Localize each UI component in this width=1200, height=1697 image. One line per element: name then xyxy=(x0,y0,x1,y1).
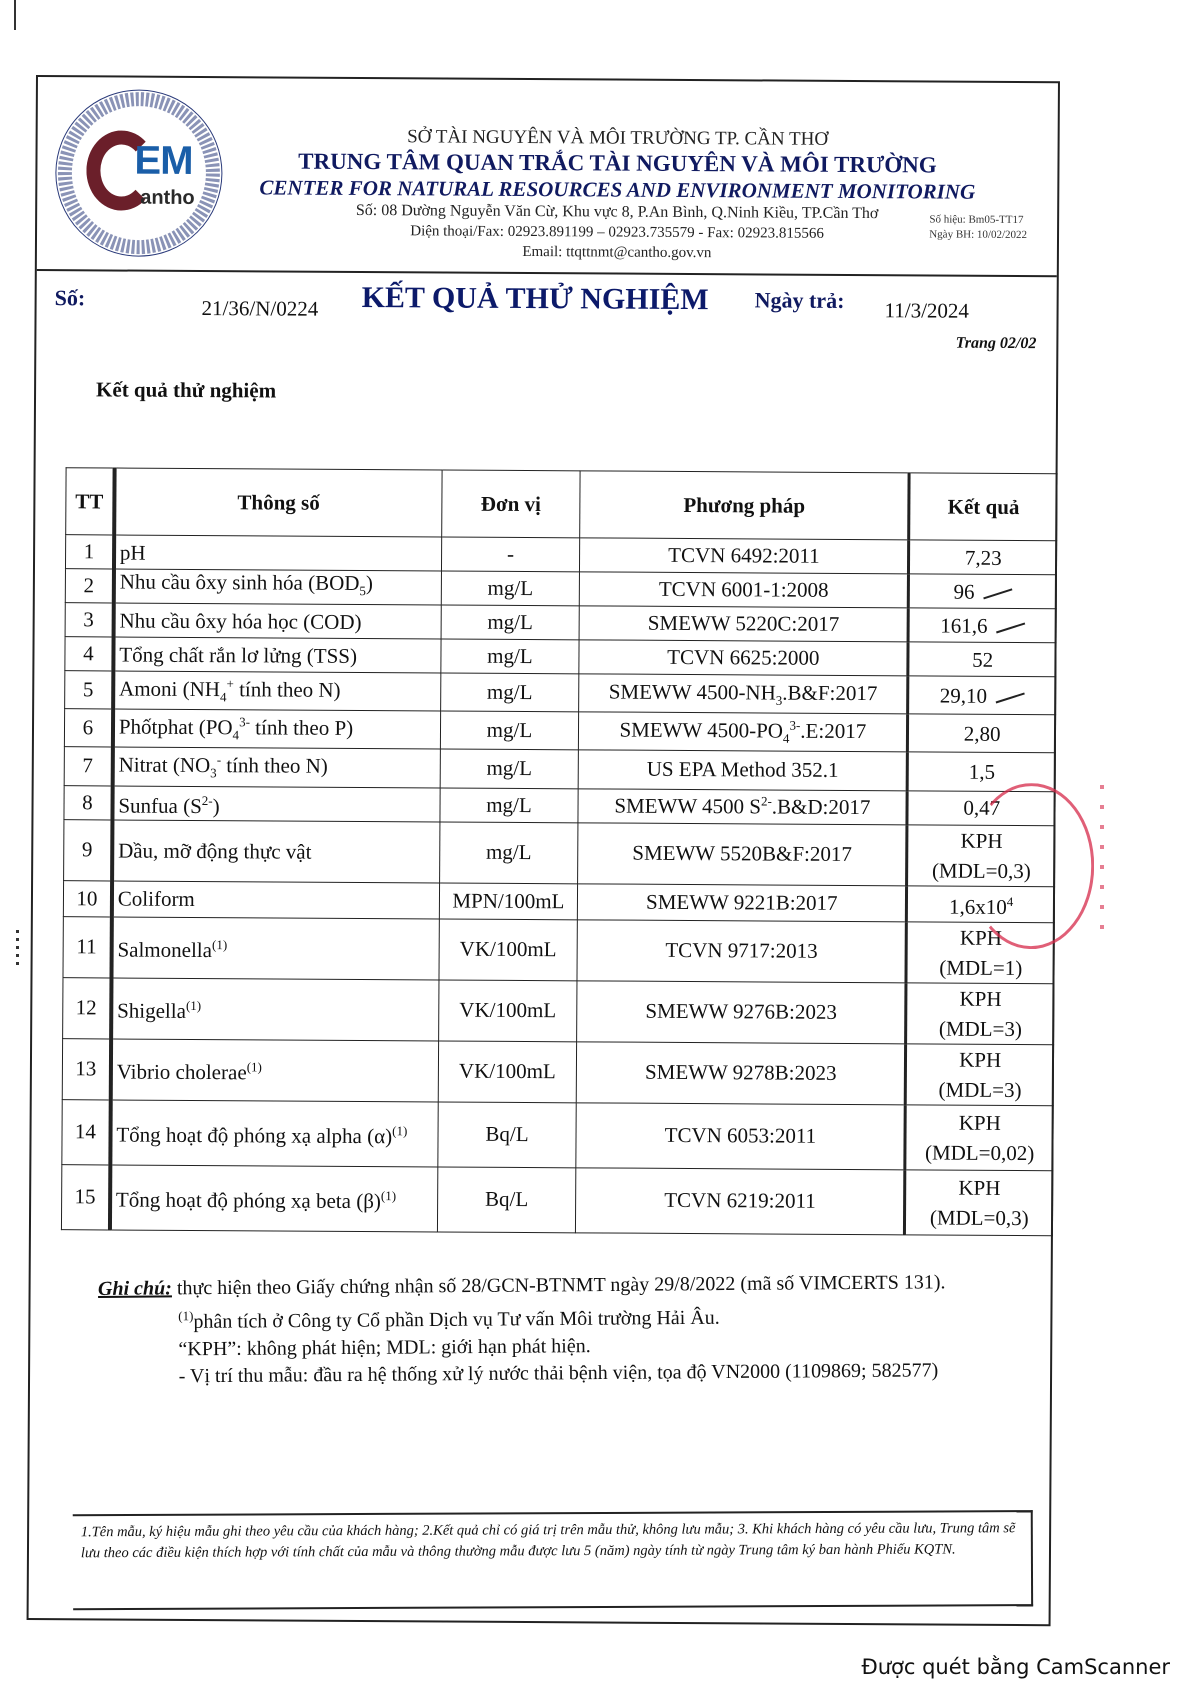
number-value: 21/36/N/0224 xyxy=(201,296,319,321)
row-result: 161,6 xyxy=(908,608,1056,643)
row-result: $1,6x10^4$ xyxy=(907,885,1055,922)
title-row xyxy=(36,273,1056,359)
row-parameter: Phốtphat ($PO_4^{3-}$ tính theo P) xyxy=(113,709,440,749)
form-code: Số hiệu: Bm05-TT17 xyxy=(929,213,1024,227)
row-result: 7,23 xyxy=(909,540,1057,575)
logo-antho-text: antho xyxy=(140,186,195,209)
department-name: SỞ TÀI NGUYÊN VÀ MÔI TRƯỜNG TP. CẦN THƠ xyxy=(407,126,829,150)
scan-edge xyxy=(14,0,16,30)
row-number: 1 xyxy=(65,535,114,569)
row-result: 1,5 xyxy=(908,752,1056,791)
row-parameter: Nitrat ($NO_3^-$ tính theo N) xyxy=(113,747,440,787)
row-method: SMEWW 9221B:2017 xyxy=(578,883,907,921)
center-name-vi: TRUNG TÂM QUAN TRẮC TÀI NGUYÊN VÀ MÔI TRƯỜNG xyxy=(298,148,937,178)
header-result: Kết quả xyxy=(909,473,1057,541)
row-number: 3 xyxy=(65,603,114,637)
row-method: TCVN 6001-1:2008 xyxy=(580,572,909,608)
table-row xyxy=(63,977,1054,1044)
row-parameter: Tổng hoạt độ phóng xạ alpha $(\alpha)^{(1)}$ xyxy=(110,1100,438,1167)
row-unit: Bq/L xyxy=(437,1102,576,1168)
row-unit: Bq/L xyxy=(437,1167,576,1233)
return-date-value: 11/3/2024 xyxy=(884,298,970,323)
address: Số: 08 Dường Nguyễn Văn Cừ, Khu vực 8, P.An Bình, Q.Ninh Kiều, TP.Cần Thơ xyxy=(355,201,879,223)
cem-cantho-logo-icon xyxy=(55,89,223,257)
row-unit: mg/L xyxy=(441,605,580,640)
row-result: 52 xyxy=(908,642,1056,677)
row-result: 0,47 xyxy=(907,790,1055,825)
footer-disclaimer: 1.Tên mẫu, ký hiệu mẫu ghi theo yêu cầu của khách hàng; 2.Kết quả chỉ có giá trị trên mẫu thử, không lưu mẫu; 3. Khi khách hàng có yêu cầu lưu, Trung tâm sẽ lưu theo các điều kiện thích hợp với tính chất của mẫu và thông thường mẫu được lưu 5 (năm) ngày tính từ ngày Trung tâm ký ban hành Phiếu KQTN. xyxy=(73,1510,1033,1610)
row-unit: mg/L xyxy=(439,822,578,884)
row-number: 14 xyxy=(62,1099,111,1164)
row-result: 96 xyxy=(909,574,1057,609)
row-number: 13 xyxy=(62,1038,111,1099)
row-parameter: Tổng chất rắn lơ lửng (TSS) xyxy=(113,637,440,673)
row-method: TCVN 6053:2011 xyxy=(576,1102,905,1169)
row-number: 10 xyxy=(63,880,112,916)
row-number: 2 xyxy=(65,569,114,603)
row-method: TCVN 6625:2000 xyxy=(579,640,908,676)
row-unit: mg/L xyxy=(441,571,580,606)
note-line-3: “KPH”: không phát hiện; MDL: giới hạn phát hiện. xyxy=(178,1334,591,1360)
stamp-perforation xyxy=(1100,785,1104,945)
row-method: SMEWW 9278B:2023 xyxy=(577,1041,906,1104)
row-unit: mg/L xyxy=(440,749,579,788)
table-row xyxy=(64,709,1055,753)
row-parameter: Vibrio cholerae$^{(1)}$ xyxy=(111,1039,439,1102)
section-title: Kết quả thử nghiệm xyxy=(96,377,277,403)
phone-fax: Diện thoại/Fax: 02923.891199 – 02923.735579 - Fax: 02923.815566 xyxy=(410,223,824,242)
row-unit: mg/L xyxy=(440,639,579,674)
row-unit: - xyxy=(441,537,580,572)
header-method: Phương pháp xyxy=(580,471,909,540)
row-unit: mg/L xyxy=(440,673,579,712)
issue-date: Ngày BH: 10/02/2022 xyxy=(929,228,1028,242)
row-parameter: Dầu, mỡ động thực vật xyxy=(112,820,440,883)
table-row xyxy=(62,1099,1053,1170)
note-text-1: thực hiện theo Giấy chứng nhận số 28/GCN-BTNMT ngày 29/8/2022 (mã số VIMCERTS 131). xyxy=(176,1271,946,1300)
row-unit: VK/100mL xyxy=(438,1041,577,1103)
row-number: 4 xyxy=(65,637,114,671)
camscanner-watermark: Được quét bằng CamScanner xyxy=(861,1655,1170,1679)
row-method: SMEWW 5220C:2017 xyxy=(579,606,908,642)
row-method: TCVN 6219:2011 xyxy=(576,1167,905,1234)
results-table xyxy=(61,467,1058,1236)
row-number: 7 xyxy=(64,747,113,785)
row-result: 2,80 xyxy=(908,714,1056,753)
row-number: 15 xyxy=(61,1164,110,1229)
table-row xyxy=(63,916,1054,983)
row-result: KPH (MDL=0,3) xyxy=(907,824,1055,886)
number-label: Số: xyxy=(54,285,86,311)
note-text-2: phân tích ở Công ty Cổ phần Dịch vụ Tư vấn Môi trường Hải Âu. xyxy=(193,1306,720,1333)
row-result: KPH (MDL=3) xyxy=(906,1043,1054,1105)
header-unit: Đơn vị xyxy=(441,470,580,538)
check-mark-icon xyxy=(995,692,1024,703)
row-method: TCVN 6492:2011 xyxy=(580,538,909,574)
document-header xyxy=(37,77,1058,277)
row-unit: VK/100mL xyxy=(439,919,578,981)
row-number: 11 xyxy=(63,916,112,977)
logo-em-text: EM xyxy=(134,138,193,183)
row-method: SMEWW 5520B&F:2017 xyxy=(578,822,907,885)
row-method: TCVN 9717:2013 xyxy=(577,919,906,982)
email: Email: ttqttnmt@cantho.gov.vn xyxy=(522,243,712,262)
header-parameter: Thông số xyxy=(114,468,442,537)
row-unit: mg/L xyxy=(440,711,579,750)
row-parameter: pH xyxy=(114,535,441,571)
row-number: 12 xyxy=(63,977,112,1038)
row-result: KPH (MDL=0,02) xyxy=(905,1104,1053,1170)
row-unit: mg/L xyxy=(440,788,579,823)
row-method: US EPA Method 352.1 xyxy=(578,750,907,790)
row-result: KPH (MDL=0,3) xyxy=(905,1169,1053,1235)
note-footnote-marker: (1) xyxy=(178,1308,194,1324)
row-parameter: Shigella$^{(1)}$ xyxy=(111,978,439,1041)
notes-section xyxy=(98,1269,1039,1391)
center-name-en: CENTER FOR NATURAL RESOURCES AND ENVIRONMENT MONITORING xyxy=(259,175,976,204)
row-method: SMEWW $4500-PO_4^{3-}.E:2017$ xyxy=(579,712,908,752)
row-unit: VK/100mL xyxy=(438,980,577,1042)
organization-info xyxy=(227,124,1008,265)
row-parameter: Nhu cầu ôxy hóa học (COD) xyxy=(113,603,440,639)
table-row xyxy=(64,747,1055,791)
row-result: KPH (MDL=3) xyxy=(906,982,1054,1044)
table-row xyxy=(62,1038,1053,1105)
scan-artifact xyxy=(16,930,19,970)
notes-label: Ghi chú: xyxy=(97,1277,173,1300)
test-result-document xyxy=(27,75,1060,1626)
header-tt: TT xyxy=(66,468,115,535)
row-parameter: Amoni ($NH_4^+$ tính theo N) xyxy=(113,671,440,711)
row-number: 8 xyxy=(64,785,113,819)
row-number: 6 xyxy=(64,709,113,747)
row-parameter: Sunfua $(S^{2-})$ xyxy=(112,786,439,822)
row-parameter: Salmonella$^{(1)}$ xyxy=(111,917,439,980)
row-number: 9 xyxy=(64,819,113,880)
row-parameter: Nhu cầu ôxy sinh hóa $(BOD_5)$ xyxy=(114,569,441,605)
row-number: 5 xyxy=(65,671,114,709)
table-row xyxy=(61,1164,1052,1235)
row-unit: MPN/100mL xyxy=(439,883,578,920)
table-row xyxy=(63,880,1054,922)
row-method: SMEWW $4500-NH_3.B\&F:2017$ xyxy=(579,674,908,714)
page-number: Trang 02/02 xyxy=(955,334,1037,353)
row-result: 29,10 xyxy=(908,676,1056,715)
row-method: SMEWW 4500 $S^{2-}.B\&D:2017$ xyxy=(578,788,907,824)
row-result: KPH (MDL=1) xyxy=(906,921,1054,983)
note-line-4: - Vị trí thu mẫu: đầu ra hệ thống xử lý nước thải bệnh viện, tọa độ VN2000 (1109869; 582577) xyxy=(178,1359,939,1387)
table-row xyxy=(65,671,1056,715)
check-mark-icon xyxy=(996,622,1025,633)
table-row xyxy=(64,819,1055,886)
row-parameter: Tổng hoạt độ phóng xạ beta $(\beta)^{(1)}$ xyxy=(110,1165,438,1232)
form-code-block xyxy=(929,212,1027,243)
check-mark-icon xyxy=(983,588,1012,599)
return-date-label: Ngày trả: xyxy=(754,287,845,313)
document-title: KẾT QUẢ THỬ NGHIỆM xyxy=(361,280,709,317)
table-header-row xyxy=(66,468,1057,541)
row-method: SMEWW 9276B:2023 xyxy=(577,980,906,1043)
row-parameter: Coliform xyxy=(112,881,439,919)
